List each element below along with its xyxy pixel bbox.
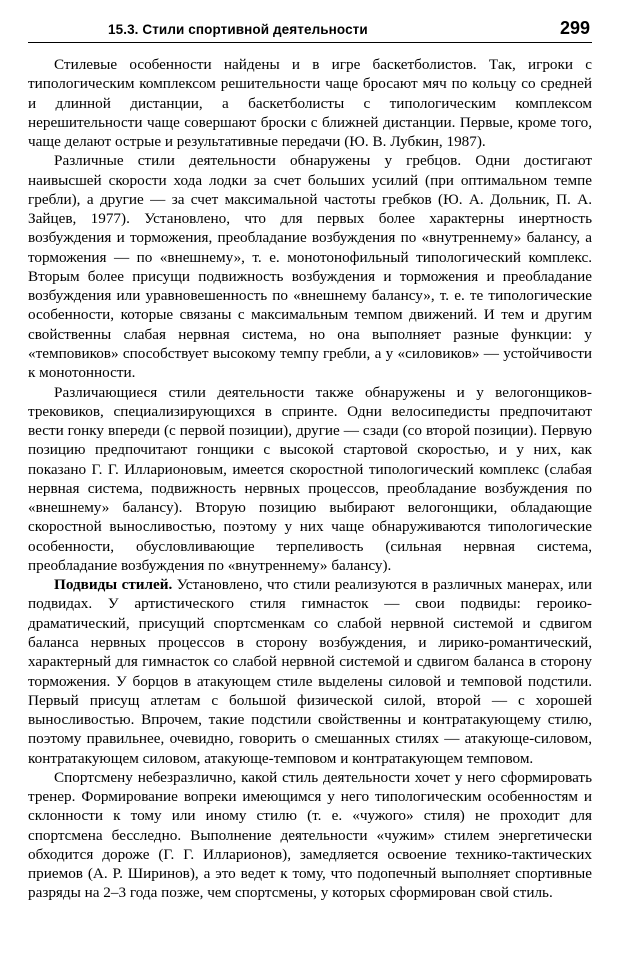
page-header — [28, 18, 592, 43]
paragraph-3: Различающиеся стили деятельности также обнаружены и у велогонщиков-трековиков, специализирующихся в спринте. Одни велосипедисты предпочитают вести гонку впереди (с первой позиции), другие — сзади (со второй позиции). Первую позицию предпочитают гонщики с высокой стартовой скоростью, и у них, как показано Г. Г. Илларионовым, имеется скоростной типологический комплекс (слабая нервная система, подвижность нервных процессов, преобладание возбуждения по «внешнему» балансу). Вторую позицию выбирают велогонщики, обладающие скоростной выносливостью, поэтому у них чаще обнаруживаются типологические особенности, обусловливающие терпеливость (сильная нервная система, преобладание возбуждения по «внутреннему» балансу). — [28, 383, 592, 574]
paragraph-1: Стилевые особенности найдены и в игре баскетболистов. Так, игроки с типологическим комплексом решительности чаще бросают мяч по кольцу со средней и длинной дистанции, а баскетболисты с типологическим комплексом нерешительности чаще совершают броски с ближней дистанции. Первые, кроме того, чаще делают острые и результативные передачи (Ю. В. Лубкин, 1987). — [28, 56, 592, 151]
paragraph-4 — [28, 575, 592, 768]
paragraph-4-lead-in: Подвиды стилей. — [54, 576, 173, 594]
header-section-title: 15.3. Стили спортивной деятельности — [108, 22, 368, 37]
page-number: 299 — [559, 18, 590, 38]
page-body — [28, 55, 592, 903]
paragraph-4-text: Установлено, что стили реализуются в различных манерах, или подвидах. У артистического стиля гимнасток — свои подвиды: героико-драматический, присущий спортсменкам со слабой нервной системой и сдвигом баланса нервных процессов в сторону возбуждения, и лирико-романтический, характерный для гимнасток со слабой нервной системой и сдвигом баланса в сторону торможения. У борцов в атакующем стиле выделены силовой и темповой подстили. Первый присущ атлетам с большой физической силой, второй — с хорошей выносливостью. Впрочем, такие подстили свойственны и контратакующему стилю, поэтому правильнее, очевидно, говорить о смешанных стилях — атакующе-силовом, контратакующем силовом, атакующе-темповом и контратакующем темповом. — [28, 576, 592, 767]
paragraph-2: Различные стили деятельности обнаружены у гребцов. Одни достигают наивысшей скорости хода лодки за счет больших усилий (при оптимальном темпе гребли), а другие — за счет максимальной частоты гребков (Ю. А. Дольник, П. А. Зайцев, 1977). Установлено, что для первых более характерны инертность возбуждения и торможения, преобладание возбуждения по «внутреннему» балансу, а торможения — по «внешнему», т. е. монотонофильный типологический комплекс. Вторым более присущи подвижность возбуждения и торможения и преобладание возбуждения или уравновешенность по «внешнему балансу», т. е. те типологические особенности, которые связаны с максимальным темпом движений. И тем и другим свойственны слабая нервная система, но она выполняет разные функции: у «темповиков» способствует высокому темпу гребли, а у «силовиков» — устойчивости к монотонности. — [28, 152, 592, 382]
paragraph-5: Спортсмену небезразлично, какой стиль деятельности хочет у него сформировать тренер. Формирование вопреки имеющимся у него типологическим особенностям и склонности к тому или иному стилю (т. е. «чужого» стиля) не проходит для спортсмена бесследно. Выполнение деятельности «чужим» стилем энергетически обходится дороже (Г. Г. Илларионов), замедляется освоение технико-тактических приемов (А. Р. Ширинов), а это ведет к тому, что подопечный выполняет спортивные разряды на 2–3 года позже, чем спортсмены, у которых сформирован свой стиль. — [28, 768, 592, 902]
